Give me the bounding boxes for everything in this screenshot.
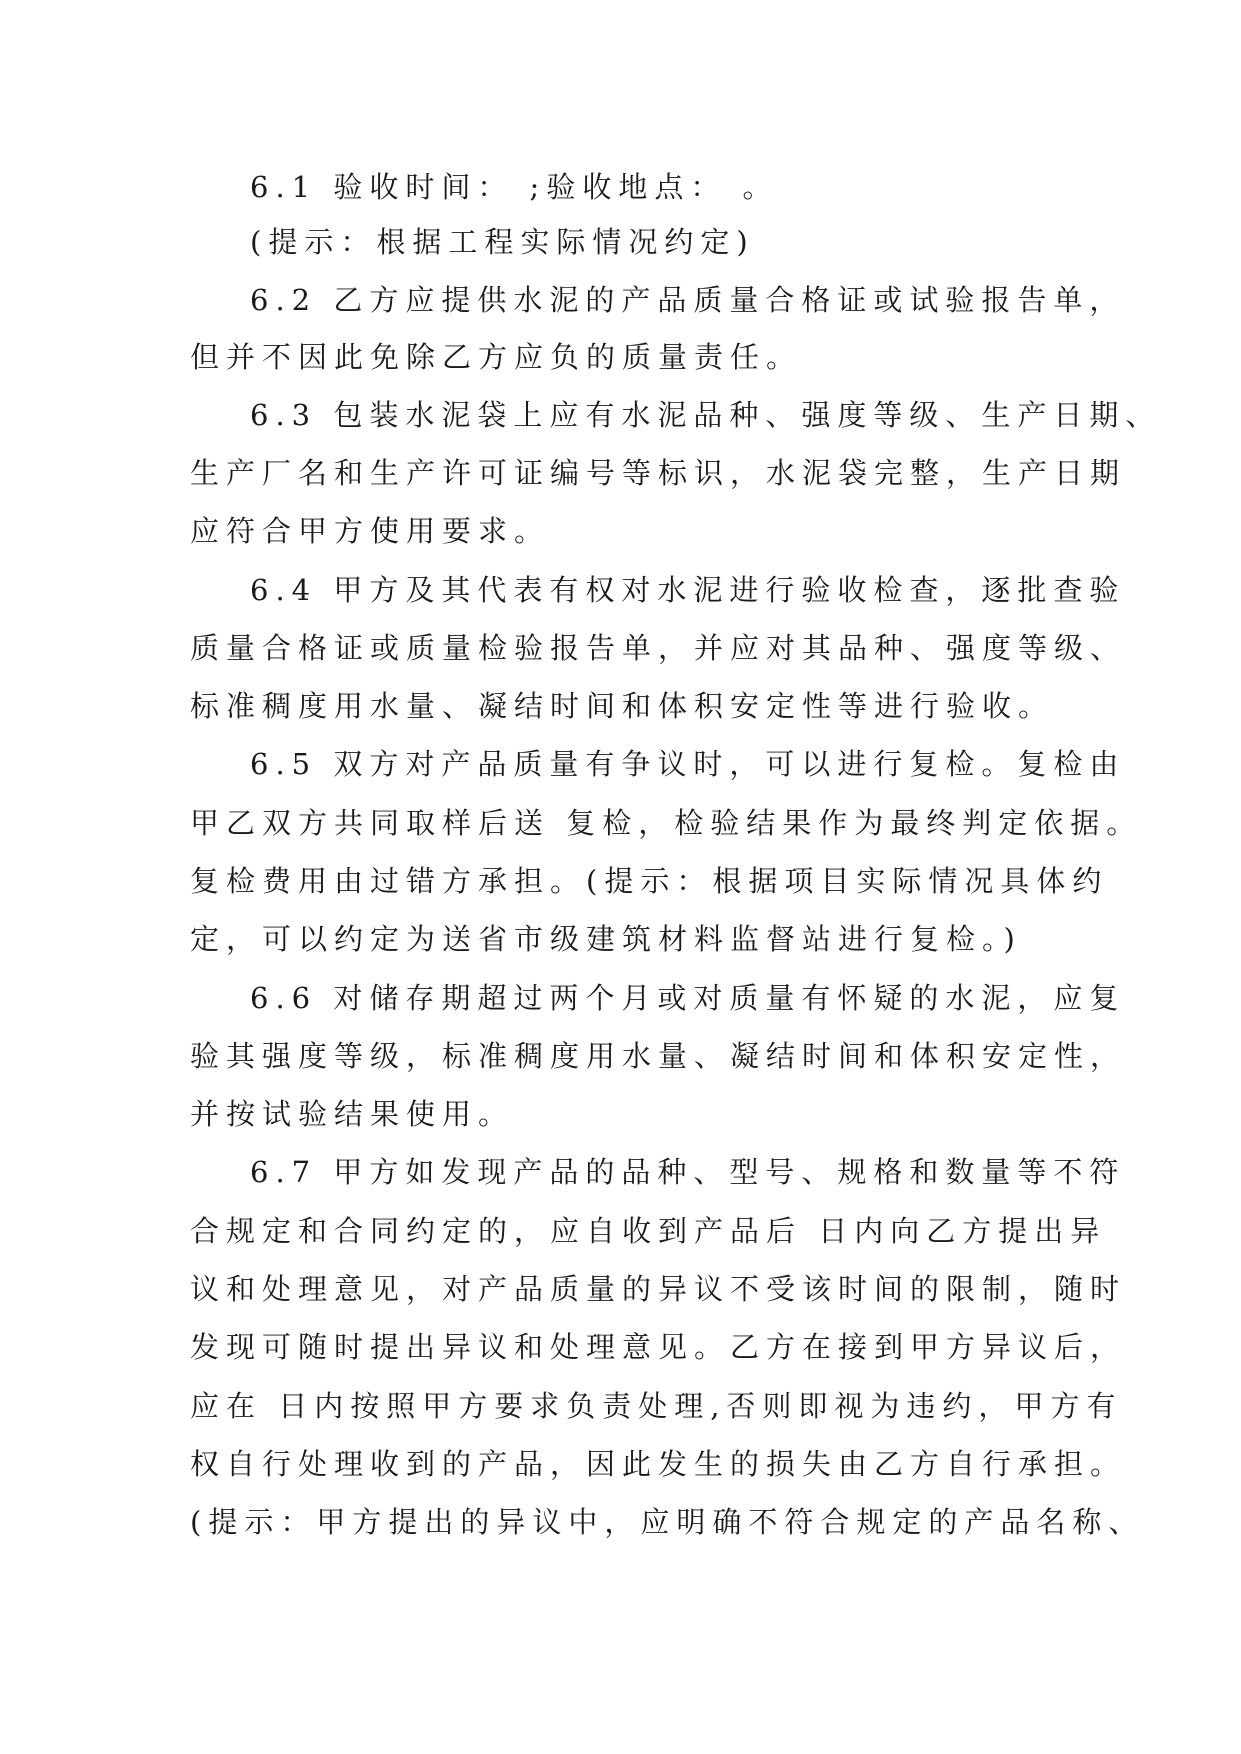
text-line: 验其强度等级，标准稠度用水量、凝结时间和体积安定性， (190, 1039, 1127, 1073)
text-line: 6.2 乙方应提供水泥的产品质量合格证或试验报告单， (250, 283, 1126, 317)
text-line: 6.1 验收时间： ;验收地点： 。 (250, 170, 779, 204)
text-line: (提示：甲方提出的异议中，应明确不符合规定的产品名称、 (190, 1505, 1145, 1539)
text-line: 应在 日内按照甲方要求负责处理,否则即视为违约，甲方有 (190, 1389, 1123, 1423)
text-line: 生产厂名和生产许可证编号等标识，水泥袋完整，生产日期 (190, 456, 1127, 490)
text-line: 6.6 对储存期超过两个月或对质量有怀疑的水泥，应复 (250, 981, 1126, 1015)
text-line: 但并不因此免除乙方应负的质量责任。 (190, 340, 803, 374)
text-line: 定，可以约定为送省市级建筑材料监督站进行复检。) (190, 922, 1022, 956)
text-line: 议和处理意见，对产品质量的异议不受该时间的限制，随时 (190, 1272, 1127, 1306)
text-line: 6.4 甲方及其代表有权对水泥进行验收检查，逐批查验 (250, 573, 1126, 607)
text-line: 应符合甲方使用要求。 (190, 514, 551, 548)
text-line: 甲乙双方共同取样后送 复检，检验结果作为最终判定依据。 (190, 806, 1143, 840)
text-line: 6.7 甲方如发现产品的品种、型号、规格和数量等不符 (250, 1155, 1126, 1189)
text-line: 质量合格证或质量检验报告单，并应对其品种、强度等级、 (190, 631, 1127, 665)
text-line: 6.3 包装水泥袋上应有水泥品种、强度等级、生产日期、 (250, 398, 1162, 432)
text-line: 标准稠度用水量、凝结时间和体积安定性等进行验收。 (190, 689, 1055, 723)
text-line: 权自行处理收到的产品，因此发生的损失由乙方自行承担。 (190, 1447, 1127, 1481)
text-line: 复检费用由过错方承担。(提示：根据项目实际情况具体约 (190, 864, 1109, 898)
text-line: (提示：根据工程实际情况约定) (250, 225, 755, 259)
text-line: 合规定和合同约定的，应自收到产品后 日内向乙方提出异 (190, 1214, 1107, 1248)
text-line: 发现可随时提出异议和处理意见。乙方在接到甲方异议后， (190, 1330, 1127, 1364)
text-line: 并按试验结果使用。 (190, 1097, 515, 1131)
text-line: 6.5 双方对产品质量有争议时，可以进行复检。复检由 (250, 747, 1126, 781)
